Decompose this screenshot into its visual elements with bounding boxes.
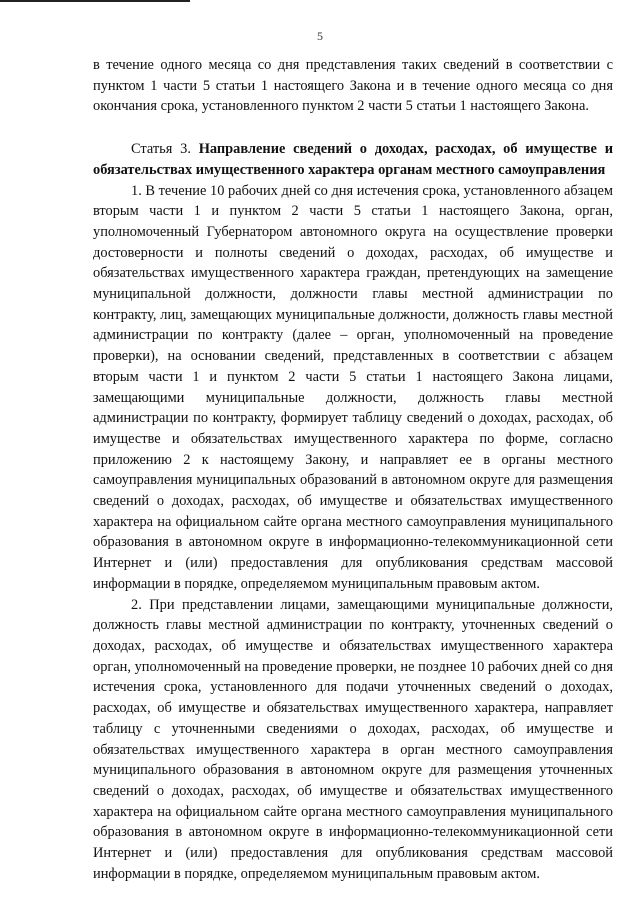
article-label: Статья 3. — [131, 141, 191, 158]
article-paragraph-2: 2. При представлении лицами, замещающими муниципальные должности, должность главы местной администрации по контракту, уточненных сведений о доходах, расходах, об имуществе и обязательствах имущественного характера орган, уполномоченный на проведение проверки, не позднее 10 рабочих дней со дня истечения срока, установленного для подачи уточненных сведений о доходах, расходах, об имуществе и обязательствах имущественного характера, направляет таблицу с уточненными сведениями о доходах, расходах, об имуществе и обязательствах имущественного характера в орган местного самоуправления муниципального образования в автономном округе для размещения уточненных сведений о доходах, расходах, об имуществе и обязательствах имущественного характера на официальном сайте органа местного самоуправления муниципального образования в автономном округе в информационно-телекоммуникационной сети Интернет и (или) предоставления для опубликования средствам массовой информации в порядке, определяемом муниципальным правовым актом. — [93, 596, 613, 882]
page-number: 5 — [317, 29, 323, 43]
article-paragraph-1: 1. В течение 10 рабочих дней со дня истечения срока, установленного абзацем вторым части 1 и пунктом 2 части 5 статьи 1 настоящего Закона, орган, уполномоченный Губернатором автономного округа на осуществление проверки достоверности и полноты сведений о доходах, расходах, об имуществе и обязательствах имущественного характера граждан, претендующих на замещение муниципальной должности, должности главы местной администрации по контракту, лиц, замещающих муниципальные должности, должность главы местной администрации по контракту (далее – орган, уполномоченный на проведение проверки), на основании сведений, представленных в соответствии с абзацем вторым части 1 и пунктом 2 части 5 статьи 1 настоящего Закона лицами, замещающими муниципальные должности, должность главы местной администрации по контракту, формирует таблицу сведений о доходах, расходах, об имуществе и обязательствах имущественного характера по форме, согласно приложению 2 к настоящему Закону, и направляет ее в органы местного самоуправления муниципальных образований в автономном округе для размещения сведений о доходах, расходах, об имуществе и обязательствах имущественного характера на официальном сайте органа местного самоуправления муниципального образования в автономном округе в информационно-телекоммуникационной сети Интернет и (или) предоставления для опубликования средствам массовой информации в порядке, определяемом муниципальным правовым актом. — [93, 182, 613, 592]
top-rule — [0, 0, 190, 2]
document-body — [93, 55, 613, 884]
article-heading — [93, 139, 613, 180]
intro-paragraph: в течение одного месяца со дня представления таких сведений в соответствии с пунктом 1 части 5 статьи 1 настоящего Закона и в течение одного месяца со дня окончания срока, установленного пунктом 2 части 5 статьи 1 настоящего Закона. — [93, 57, 613, 115]
article-title: Направление сведений о доходах, расходах, об имуществе и обязательствах имущественного характера органам местного самоуправления — [93, 141, 613, 178]
